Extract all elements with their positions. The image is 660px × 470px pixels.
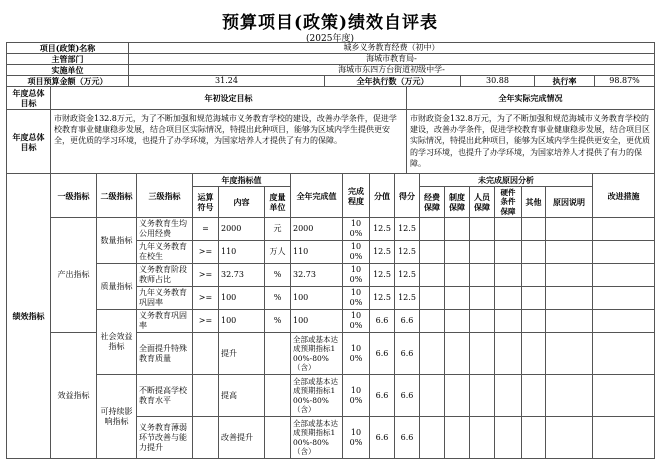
row-score: 12.5: [395, 264, 420, 287]
row-op: [193, 417, 219, 459]
row-content: 改善提升: [219, 417, 265, 459]
evaluation-sheet: [6, 42, 654, 459]
row-score: 6.6: [395, 333, 420, 375]
row-unit: [265, 375, 291, 417]
dept-value: 海城市教育局-: [129, 54, 655, 65]
dept-label: 主管部门: [7, 54, 129, 65]
table-row: [7, 375, 655, 417]
row-score: 12.5: [395, 218, 420, 241]
row-op: >=: [193, 310, 219, 333]
group-sustain: 可持续影响指标: [97, 375, 137, 459]
row-op: [193, 333, 219, 375]
hdr-r-fund: 经费保障: [420, 187, 445, 218]
row-degree: 100%: [343, 218, 370, 241]
unit-label: 实施单位: [7, 65, 129, 76]
group-benefit: 效益指标: [51, 333, 97, 459]
row-unit: [265, 417, 291, 459]
hdr-l3: 三级指标: [137, 174, 193, 218]
hdr-r-hw: 硬件条件保障: [495, 187, 522, 218]
hdr-l2: 二级指标: [97, 174, 137, 218]
row-value: 32.73: [291, 264, 343, 287]
row-unit: %: [265, 310, 291, 333]
row-value: 100: [291, 310, 343, 333]
page-year: (2025年度): [306, 34, 354, 44]
hdr-unit: 度量单位: [265, 187, 291, 218]
hdr-r-system: 制度保障: [445, 187, 470, 218]
row-op: >=: [193, 264, 219, 287]
budget-label: 项目预算金额（万元）: [7, 76, 129, 87]
exec-label: 全年执行数（万元）: [325, 76, 461, 87]
row-value: 100: [291, 287, 343, 310]
row-unit: [265, 333, 291, 375]
hdr-r-other: 其他: [522, 187, 546, 218]
hdr-degree: 完成程度: [343, 174, 370, 218]
group-output: 产出指标: [51, 218, 97, 333]
row-weight: 12.5: [370, 287, 395, 310]
page-title: 预算项目(政策)绩效自评表: [221, 13, 439, 33]
row-content: 2000: [219, 218, 265, 241]
group-social: 社会效益指标: [97, 310, 137, 375]
row-score: 6.6: [395, 417, 420, 459]
hdr-target: 年度指标值: [193, 174, 291, 187]
row-content: 32.73: [219, 264, 265, 287]
row-degree: 100%: [343, 417, 370, 459]
row-value: 全部或基本达成预期指标100%-80%（含）: [291, 333, 343, 375]
project-name-label: 项目(政策)名称: [7, 43, 129, 54]
group-quality: 质量指标: [97, 264, 137, 310]
row-name: 义务教育阶段教师占比: [137, 264, 193, 287]
row-degree: 100%: [343, 333, 370, 375]
row-op: >=: [193, 287, 219, 310]
row-value: 全部或基本达成预期指标100%-80%（含）: [291, 375, 343, 417]
rate-value: 98.87%: [595, 76, 655, 87]
row-degree: 100%: [343, 264, 370, 287]
row-score: 6.6: [395, 375, 420, 417]
goal-label-top: 年度总体目标: [7, 87, 51, 110]
info-table: [6, 42, 655, 87]
row-unit: %: [265, 287, 291, 310]
row-name: 义务教育生均公用经费: [137, 218, 193, 241]
row-unit: 元: [265, 218, 291, 241]
table-row: [7, 218, 655, 241]
row-name: 义务教育薄弱环节改善与能力提升: [137, 417, 193, 459]
row-name: 不断提高学校教育水平: [137, 375, 193, 417]
row-name: 义务教育巩固率: [137, 310, 193, 333]
row-degree: 100%: [343, 287, 370, 310]
row-op: [193, 375, 219, 417]
row-score: 12.5: [395, 287, 420, 310]
row-unit: %: [265, 264, 291, 287]
row-score: 6.6: [395, 310, 420, 333]
performance-table: [6, 173, 655, 459]
row-content: 提升: [219, 333, 265, 375]
row-name: 九年义务教育在校生: [137, 241, 193, 264]
table-row: [7, 264, 655, 287]
row-content: 100: [219, 287, 265, 310]
unit-value: 海城市东四方台街道初级中学-: [129, 65, 655, 76]
hdr-content: 内容: [219, 187, 265, 218]
row-op: >=: [193, 241, 219, 264]
row-content: 100: [219, 310, 265, 333]
table-row: [7, 310, 655, 333]
row-value: 2000: [291, 218, 343, 241]
perf-label: 绩效指标: [7, 174, 51, 459]
hdr-full-value: 全年完成值: [291, 174, 343, 218]
row-name: 全面提升特殊教育质量: [137, 333, 193, 375]
hdr-score: 得分: [395, 174, 420, 218]
project-name-value: 城乡义务教育经费（初中）: [129, 43, 655, 54]
goal-plan-text: 市财政资金132.8万元，为了不断加强和规范海城市义务教育学校的建设，改善办学条件，促进学校教育事业健康稳步发展，结合项目区实际情况，特提出此种项目，能够为区域内学生提供更安全，更优质的学习环境，也提升了办学环境，为国家培养人才提供了有力的保障。: [51, 110, 407, 174]
row-score: 12.5: [395, 241, 420, 264]
hdr-l1: 一级指标: [51, 174, 97, 218]
exec-value: 30.88: [461, 76, 535, 87]
rate-label: 执行率: [535, 76, 595, 87]
goal-actual-text: 市财政资金132.8万元，为了不断加强和规范海城市义务教育学校的建设，改善办学条件，促进学校教育事业健康稳步发展，结合项目区实际情况，特提出此种项目，能够为区域内学生提供更安全，更优质的学习环境，也提升了办学环境，为国家培养人才提供了有力的保障。: [407, 110, 655, 174]
row-weight: 6.6: [370, 417, 395, 459]
row-degree: 100%: [343, 375, 370, 417]
group-quantity: 数量指标: [97, 218, 137, 264]
row-weight: 12.5: [370, 218, 395, 241]
row-weight: 12.5: [370, 241, 395, 264]
row-weight: 6.6: [370, 375, 395, 417]
hdr-weight: 分值: [370, 174, 395, 218]
row-degree: 100%: [343, 241, 370, 264]
row-degree: 100%: [343, 310, 370, 333]
goal-plan-header: 年初设定目标: [51, 87, 407, 110]
hdr-op: 运算符号: [193, 187, 219, 218]
row-weight: 6.6: [370, 333, 395, 375]
row-content: 提高: [219, 375, 265, 417]
row-weight: 6.6: [370, 310, 395, 333]
hdr-r-staff: 人员保障: [470, 187, 495, 218]
hdr-improve: 改进措施: [593, 174, 655, 218]
row-name: 九年义务教育巩固率: [137, 287, 193, 310]
goal-label: 年度总体目标: [7, 110, 51, 174]
row-unit: 万人: [265, 241, 291, 264]
goal-actual-header: 全年实际完成情况: [407, 87, 655, 110]
goal-table: [6, 86, 655, 174]
hdr-reason: 未完成原因分析: [420, 174, 593, 187]
hdr-r-desc: 原因说明: [546, 187, 593, 218]
budget-value: 31.24: [129, 76, 325, 87]
row-weight: 12.5: [370, 264, 395, 287]
row-value: 全部或基本达成预期指标100%-80%（含）: [291, 417, 343, 459]
row-content: 110: [219, 241, 265, 264]
row-value: 110: [291, 241, 343, 264]
row-op: =: [193, 218, 219, 241]
